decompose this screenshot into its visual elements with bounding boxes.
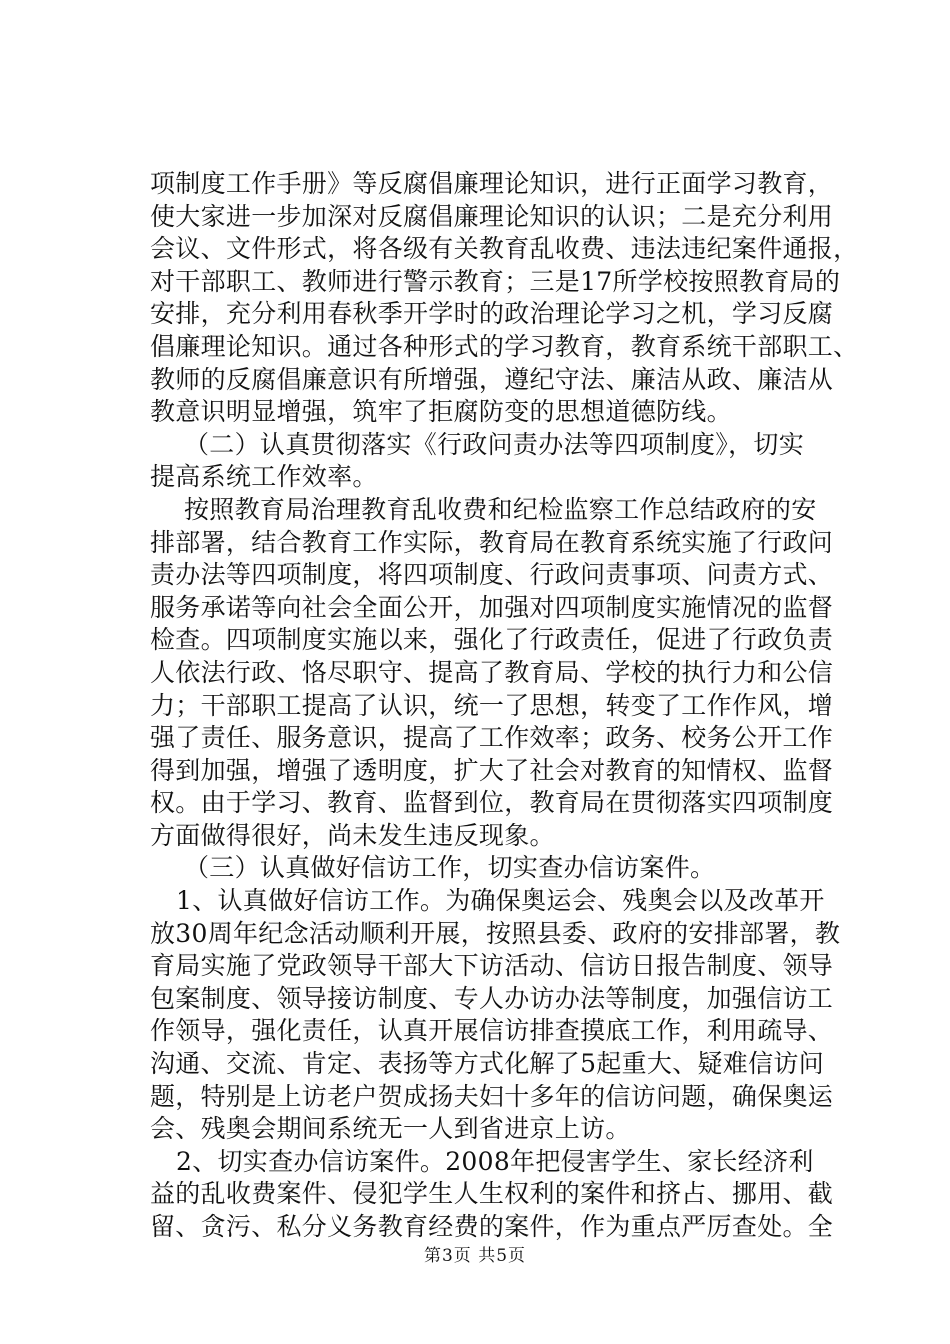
text-line: 强了责任、服务意识，提高了工作效率；政务、校务公开工作	[150, 723, 834, 753]
document-body	[150, 168, 859, 1244]
text-line: 按照教育局治理教育乱收费和纪检监察工作总结政府的安	[184, 494, 817, 524]
section-heading-2: （二）认真贯彻落实《行政问责办法等四项制度》，切实	[184, 429, 805, 459]
text-line: 作领导，强化责任，认真开展信访排查摸底工作，利用疏导、	[150, 1016, 834, 1046]
text-line: 教意识明显增强，筑牢了拒腐防变的思想道德防线。	[150, 397, 732, 427]
section-heading-3: （三）认真做好信访工作，切实查办信访案件。	[184, 853, 716, 883]
text-line: 题，特别是上访老户贺成扬夫妇十多年的信访问题，确保奥运	[150, 1081, 834, 1111]
text-line: 责办法等四项制度，将四项制度、行政问责事项、问责方式、	[150, 560, 834, 590]
text-line: 服务承诺等向社会全面公开，加强对四项制度实施情况的监督	[150, 592, 834, 622]
text-line: 使大家进一步加深对反腐倡廉理论知识的认识；二是充分利用	[150, 201, 834, 231]
text-line: 沟通、交流、肯定、表扬等方式化解了5起重大、疑难信访问	[150, 1049, 825, 1079]
text-line: 权。由于学习、教育、监督到位，教育局在贯彻落实四项制度	[150, 788, 834, 818]
text-line: 包案制度、领导接访制度、专人办访办法等制度，加强信访工	[150, 983, 834, 1013]
text-line: 方面做得很好，尚未发生违反现象。	[150, 820, 555, 850]
text-line: 对干部职工、教师进行警示教育；三是17所学校按照教育局的	[150, 266, 841, 296]
text-line: 放30周年纪念活动顺利开展，按照县委、政府的安排部署，教	[150, 918, 841, 948]
text-line: 益的乱收费案件、侵犯学生人生权利的案件和挤占、挪用、截	[150, 1179, 834, 1209]
text-line: 排部署，结合教育工作实际，教育局在教育系统实施了行政问	[150, 527, 834, 557]
text-line: 2、切实查办信访案件。2008年把侵害学生、家长经济利	[176, 1146, 814, 1176]
text-line: 项制度工作手册》等反腐倡廉理论知识，进行正面学习教育，	[150, 169, 834, 198]
text-line: 人依法行政、恪尽职守、提高了教育局、学校的执行力和公信	[150, 657, 834, 687]
text-line: 力；干部职工提高了认识，统一了思想，转变了工作作风，增	[150, 690, 834, 720]
text-line: 得到加强，增强了透明度，扩大了社会对教育的知情权、监督	[150, 755, 834, 785]
text-line: 会议、文件形式，将各级有关教育乱收费、违法违纪案件通报，	[150, 234, 859, 264]
text-line: 教师的反腐倡廉意识有所增强，遵纪守法、廉洁从政、廉洁从	[150, 364, 834, 394]
text-line: 检查。四项制度实施以来，强化了行政责任，促进了行政负责	[150, 625, 834, 655]
text-line: 倡廉理论知识。通过各种形式的学习教育，教育系统干部职工、	[150, 331, 859, 361]
text-line: 1、认真做好信访工作。为确保奥运会、残奥会以及改革开	[176, 886, 825, 916]
section-heading-2-cont: 提高系统工作效率。	[150, 462, 378, 492]
text-line: 留、贪污、私分义务教育经费的案件，作为重点严厉查处。全	[150, 1212, 834, 1241]
page-number: 第3页 共5页	[423, 1246, 527, 1266]
text-line: 会、残奥会期间系统无一人到省进京上访。	[150, 1114, 631, 1144]
text-line: 育局实施了党政领导干部大下访活动、信访日报告制度、领导	[150, 951, 834, 981]
text-line: 安排，充分利用春秋季开学时的政治理论学习之机，学习反腐	[150, 299, 834, 329]
